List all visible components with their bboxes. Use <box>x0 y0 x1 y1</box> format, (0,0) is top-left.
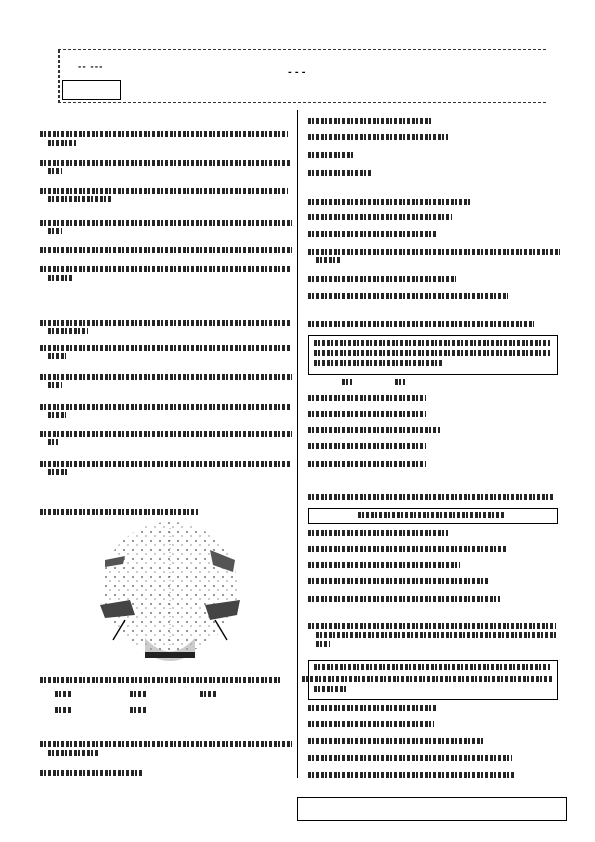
top-option-d[interactable] <box>308 152 354 158</box>
question-3-answer-line <box>40 677 282 683</box>
question-8-option-b[interactable] <box>308 721 434 727</box>
question-3-stem <box>40 509 198 515</box>
question-6-option-a[interactable] <box>308 395 426 401</box>
exam-code-label: -- --- <box>78 62 104 71</box>
question-3-choice-d[interactable] <box>55 707 71 713</box>
exam-code-box[interactable] <box>62 80 121 100</box>
question-6-option-e[interactable] <box>308 461 426 467</box>
question-7-option-d[interactable] <box>308 578 488 584</box>
question-5-option-a[interactable] <box>308 214 452 220</box>
question-4-stem <box>40 741 292 747</box>
question-8-option-a[interactable] <box>308 705 436 711</box>
question-8-option-c[interactable] <box>308 738 484 744</box>
question-5-stem <box>308 199 472 205</box>
answer-box[interactable] <box>297 797 567 821</box>
question-8-option-d[interactable] <box>308 755 512 761</box>
globe-figure <box>95 520 245 665</box>
page-title: - - - <box>288 68 306 78</box>
question-2-option-d[interactable] <box>40 431 292 437</box>
question-1-stem-line <box>40 131 288 137</box>
question-5-option-e[interactable] <box>308 293 508 299</box>
question-4-option-a[interactable] <box>40 770 144 776</box>
question-6-option-b[interactable] <box>308 411 426 417</box>
top-option-b[interactable] <box>308 118 432 124</box>
question-3-choice-e[interactable] <box>130 707 146 713</box>
column-divider <box>297 110 298 778</box>
question-3-choice-c[interactable] <box>200 691 216 697</box>
question-6-option-d[interactable] <box>308 443 426 449</box>
question-6-option-c[interactable] <box>308 427 440 433</box>
question-1-option-c[interactable] <box>40 220 292 226</box>
question-1-option-d[interactable] <box>40 247 292 253</box>
question-2-option-b[interactable] <box>40 374 292 380</box>
question-2-option-a[interactable] <box>40 345 290 351</box>
question-5-option-c[interactable] <box>308 249 560 255</box>
question-7-option-b[interactable] <box>308 546 506 552</box>
question-1-option-e[interactable] <box>40 266 290 272</box>
top-option-e[interactable] <box>308 170 372 176</box>
question-5-option-d[interactable] <box>308 276 456 282</box>
top-option-c[interactable] <box>308 134 448 140</box>
question-6-stem <box>308 321 534 327</box>
question-3-choice-a[interactable] <box>55 691 71 697</box>
question-7-option-e[interactable] <box>308 596 500 602</box>
question-8-stem <box>308 623 556 629</box>
question-3-choice-b[interactable] <box>130 691 146 697</box>
question-2-option-e[interactable] <box>40 461 290 467</box>
question-2-stem <box>40 320 290 326</box>
question-7-stem <box>308 494 554 500</box>
question-1-option-a[interactable] <box>40 160 290 166</box>
question-1-option-b[interactable] <box>40 188 288 194</box>
question-7-option-c[interactable] <box>308 562 460 568</box>
question-2-option-c[interactable] <box>40 404 290 410</box>
question-8-option-e[interactable] <box>308 772 514 778</box>
question-5-option-b[interactable] <box>308 231 438 237</box>
question-7-option-a[interactable] <box>308 530 448 536</box>
